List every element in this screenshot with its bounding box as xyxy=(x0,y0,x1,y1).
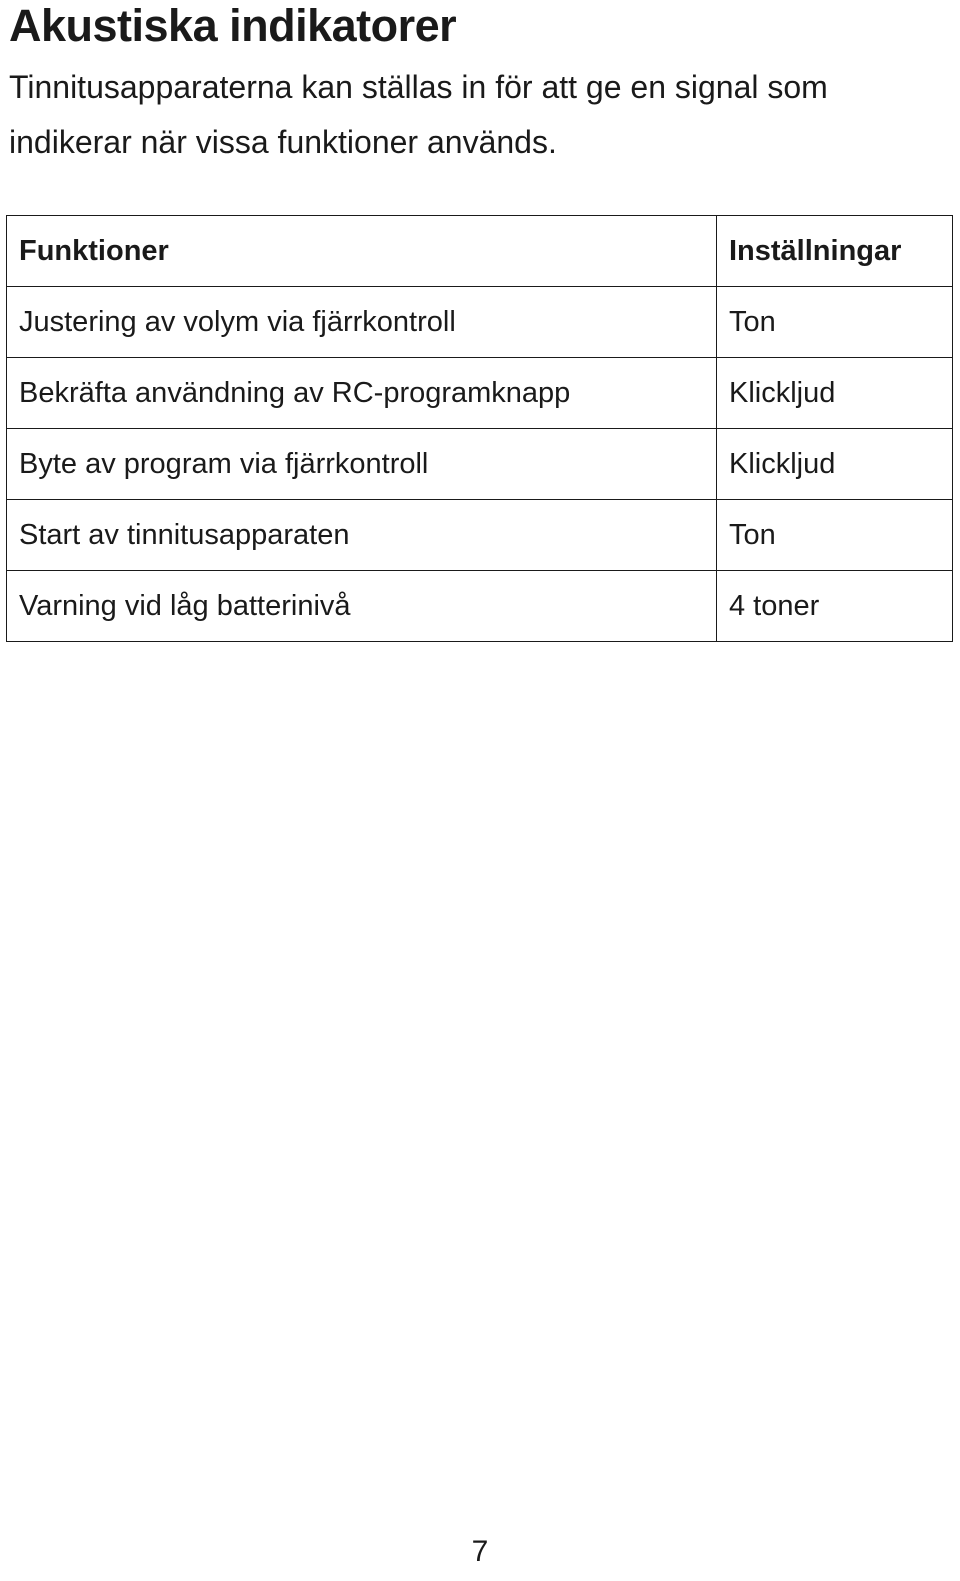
setting-cell: Ton xyxy=(717,287,953,358)
setting-cell: Klickljud xyxy=(717,358,953,429)
table-row xyxy=(7,500,953,571)
function-cell: Start av tinnitusapparaten xyxy=(7,500,717,571)
intro-paragraph: Tinnitusapparaterna kan ställas in för att ge en signal som indikerar när vissa funktioner används. xyxy=(9,69,828,160)
indicators-table xyxy=(6,215,953,642)
setting-cell: Klickljud xyxy=(717,429,953,500)
table-row xyxy=(7,429,953,500)
page-heading: Akustiska indikatorer xyxy=(9,0,457,51)
function-cell: Byte av program via fjärrkontroll xyxy=(7,429,717,500)
table-row xyxy=(7,358,953,429)
table-header-row xyxy=(7,216,953,287)
column-header-functions: Funktioner xyxy=(7,216,717,287)
page-number: 7 xyxy=(471,1535,489,1568)
function-cell: Bekräfta användning av RC-programknapp xyxy=(7,358,717,429)
table-row xyxy=(7,287,953,358)
column-header-settings: Inställningar xyxy=(717,216,953,287)
function-cell: Varning vid låg batterinivå xyxy=(7,571,717,642)
setting-cell: 4 toner xyxy=(717,571,953,642)
setting-cell: Ton xyxy=(717,500,953,571)
table-row xyxy=(7,571,953,642)
function-cell: Justering av volym via fjärrkontroll xyxy=(7,287,717,358)
